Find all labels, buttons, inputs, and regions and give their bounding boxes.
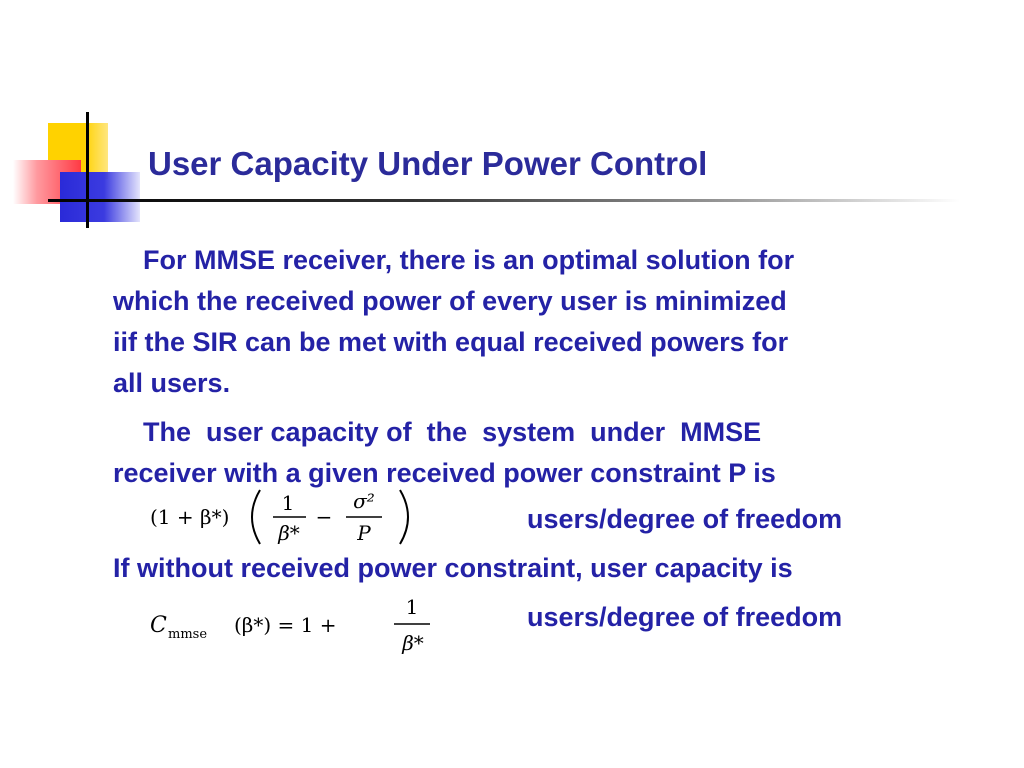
left-paren [252, 490, 260, 544]
logo-vertical-line [86, 112, 89, 228]
formula-capacity-with-constraint [148, 484, 438, 550]
capacity-symbol: C [150, 613, 167, 638]
paragraph-line: iif the SIR can be met with equal received powers for [113, 327, 789, 357]
paragraph-mmse-optimal [113, 240, 973, 404]
formula-capacity-no-constraint [148, 590, 448, 662]
frac2-denominator: P [357, 521, 371, 545]
formula2-unit: users/degree of freedom [527, 602, 843, 632]
formula1-unit: users/degree of freedom [527, 504, 843, 534]
slide-title: User Capacity Under Power Control [148, 145, 708, 182]
capacity-subscript: mmse [168, 627, 208, 642]
paragraph-line: The user capacity of the system under MMSE [143, 417, 762, 447]
paragraph-line: all users. [113, 368, 231, 398]
frac-denominator: β* [402, 631, 424, 655]
title-underline [48, 199, 960, 202]
paragraph-line: which the received power of every user is minimized [113, 286, 787, 316]
frac1-numerator: 1 [281, 491, 295, 515]
right-paren [400, 490, 408, 544]
paragraph-user-capacity [113, 412, 973, 494]
frac-numerator: 1 [405, 595, 419, 619]
frac2-numerator: σ² [353, 489, 375, 513]
paragraph-line: receiver with a given received power constraint P is [113, 458, 776, 488]
paragraph-line: For MMSE receiver, there is an optimal solution for [143, 245, 795, 275]
minus-sign: − [315, 505, 333, 529]
formula2-lhs-argument: (β*) = 1 + [234, 613, 337, 637]
paragraph-no-constraint: If without received power constraint, user capacity is [113, 553, 793, 583]
logo-blue-square [60, 172, 140, 222]
formula-prefix: (1 + β*) [150, 505, 230, 529]
frac1-denominator: β* [278, 521, 300, 545]
